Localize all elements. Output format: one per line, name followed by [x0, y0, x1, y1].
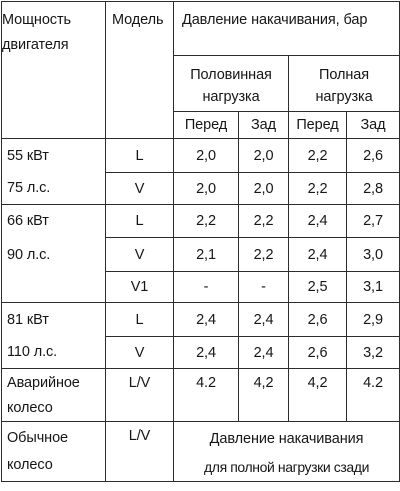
- model-cell: L: [106, 303, 174, 337]
- half-front-value: 2,2: [174, 205, 239, 238]
- half-rear-value: 2,4: [239, 303, 289, 337]
- full-rear-value: 2,7: [347, 205, 400, 238]
- normal-note-line1: Давление накачивания: [209, 430, 364, 447]
- half-rear-value: 2,2: [239, 238, 289, 272]
- full-front-value: 2,2: [289, 139, 347, 173]
- full-rear-value: 3,2: [347, 337, 400, 369]
- model-cell: V: [106, 173, 174, 205]
- model-header: Модель: [106, 2, 174, 139]
- emergency-label-line1: Аварийное: [7, 375, 80, 391]
- table-row: [2, 238, 400, 272]
- full-load-line1: Полная: [319, 66, 369, 83]
- normal-label-line2: колесо: [7, 456, 53, 473]
- engine-kw: 66 кВт: [2, 205, 106, 238]
- engine-blank: [2, 272, 106, 303]
- full-rear-value: 2,6: [347, 139, 400, 173]
- full-load-header: [289, 56, 400, 112]
- half-rear-value: 4,2: [239, 369, 289, 422]
- full-front-value: 2,6: [289, 303, 347, 337]
- engine-kw: 55 кВт: [2, 139, 106, 173]
- full-front-value: 2,5: [289, 272, 347, 303]
- full-front-value: 2,4: [289, 205, 347, 238]
- engine-header-line1: Мощность: [2, 12, 71, 28]
- table-row: [2, 139, 400, 173]
- pressure-header: Давление накачивания, бар: [174, 2, 400, 56]
- full-rear-value: 3,0: [347, 238, 400, 272]
- normal-wheel-note: [174, 422, 400, 482]
- engine-hp: 110 л.с.: [2, 337, 106, 369]
- table-row: [2, 369, 400, 422]
- model-cell: V: [106, 238, 174, 272]
- engine-header-line2: двигателя: [2, 37, 69, 53]
- half-rear-value: 2,0: [239, 139, 289, 173]
- full-load-line2: нагрузка: [315, 88, 373, 105]
- model-cell: L: [106, 139, 174, 173]
- engine-hp: 90 л.с.: [2, 238, 106, 272]
- model-cell: L/V: [106, 369, 174, 422]
- half-front-value: 2,0: [174, 173, 239, 205]
- half-rear-value: -: [239, 272, 289, 303]
- half-load-line2: нагрузка: [202, 88, 260, 105]
- half-load-header: [174, 56, 289, 112]
- full-front-value: 4,2: [289, 369, 347, 422]
- half-front-value: -: [174, 272, 239, 303]
- half-rear-header: Зад: [239, 112, 289, 139]
- engine-hp: 75 л.с.: [2, 173, 106, 205]
- engine-header: [2, 2, 106, 139]
- half-front-value: 4.2: [174, 369, 239, 422]
- full-front-header: Перед: [289, 112, 347, 139]
- half-rear-value: 2,0: [239, 173, 289, 205]
- full-front-value: 2,6: [289, 337, 347, 369]
- half-front-value: 2,1: [174, 238, 239, 272]
- model-cell: V: [106, 337, 174, 369]
- half-front-value: 2,4: [174, 303, 239, 337]
- model-cell: L/V: [106, 422, 174, 482]
- full-rear-header: Зад: [347, 112, 400, 139]
- emergency-wheel-label: [2, 369, 106, 422]
- table-row: [2, 422, 400, 482]
- model-cell: V1: [106, 272, 174, 303]
- full-rear-value: 3,1: [347, 272, 400, 303]
- full-front-value: 2,2: [289, 173, 347, 205]
- half-load-line1: Половинная: [190, 66, 272, 83]
- full-rear-value: 2,9: [347, 303, 400, 337]
- emergency-label-line2: колесо: [7, 400, 53, 416]
- table-row: [2, 272, 400, 303]
- engine-kw: 81 кВт: [2, 303, 106, 337]
- half-rear-value: 2,4: [239, 337, 289, 369]
- table-row: [2, 303, 400, 337]
- table-row: [2, 173, 400, 205]
- model-cell: L: [106, 205, 174, 238]
- table-row: [2, 205, 400, 238]
- half-rear-value: 2,2: [239, 205, 289, 238]
- table-row: [2, 337, 400, 369]
- half-front-value: 2,4: [174, 337, 239, 369]
- normal-wheel-label: [2, 422, 106, 482]
- normal-label-line1: Обычное: [7, 429, 68, 446]
- half-front-value: 2,0: [174, 139, 239, 173]
- normal-note-line2: для полной нагрузки сзади: [204, 458, 369, 475]
- full-front-value: 2,4: [289, 238, 347, 272]
- half-front-header: Перед: [174, 112, 239, 139]
- full-rear-value: 2,8: [347, 173, 400, 205]
- tire-pressure-table: [1, 1, 400, 482]
- full-rear-value: 4.2: [347, 369, 400, 422]
